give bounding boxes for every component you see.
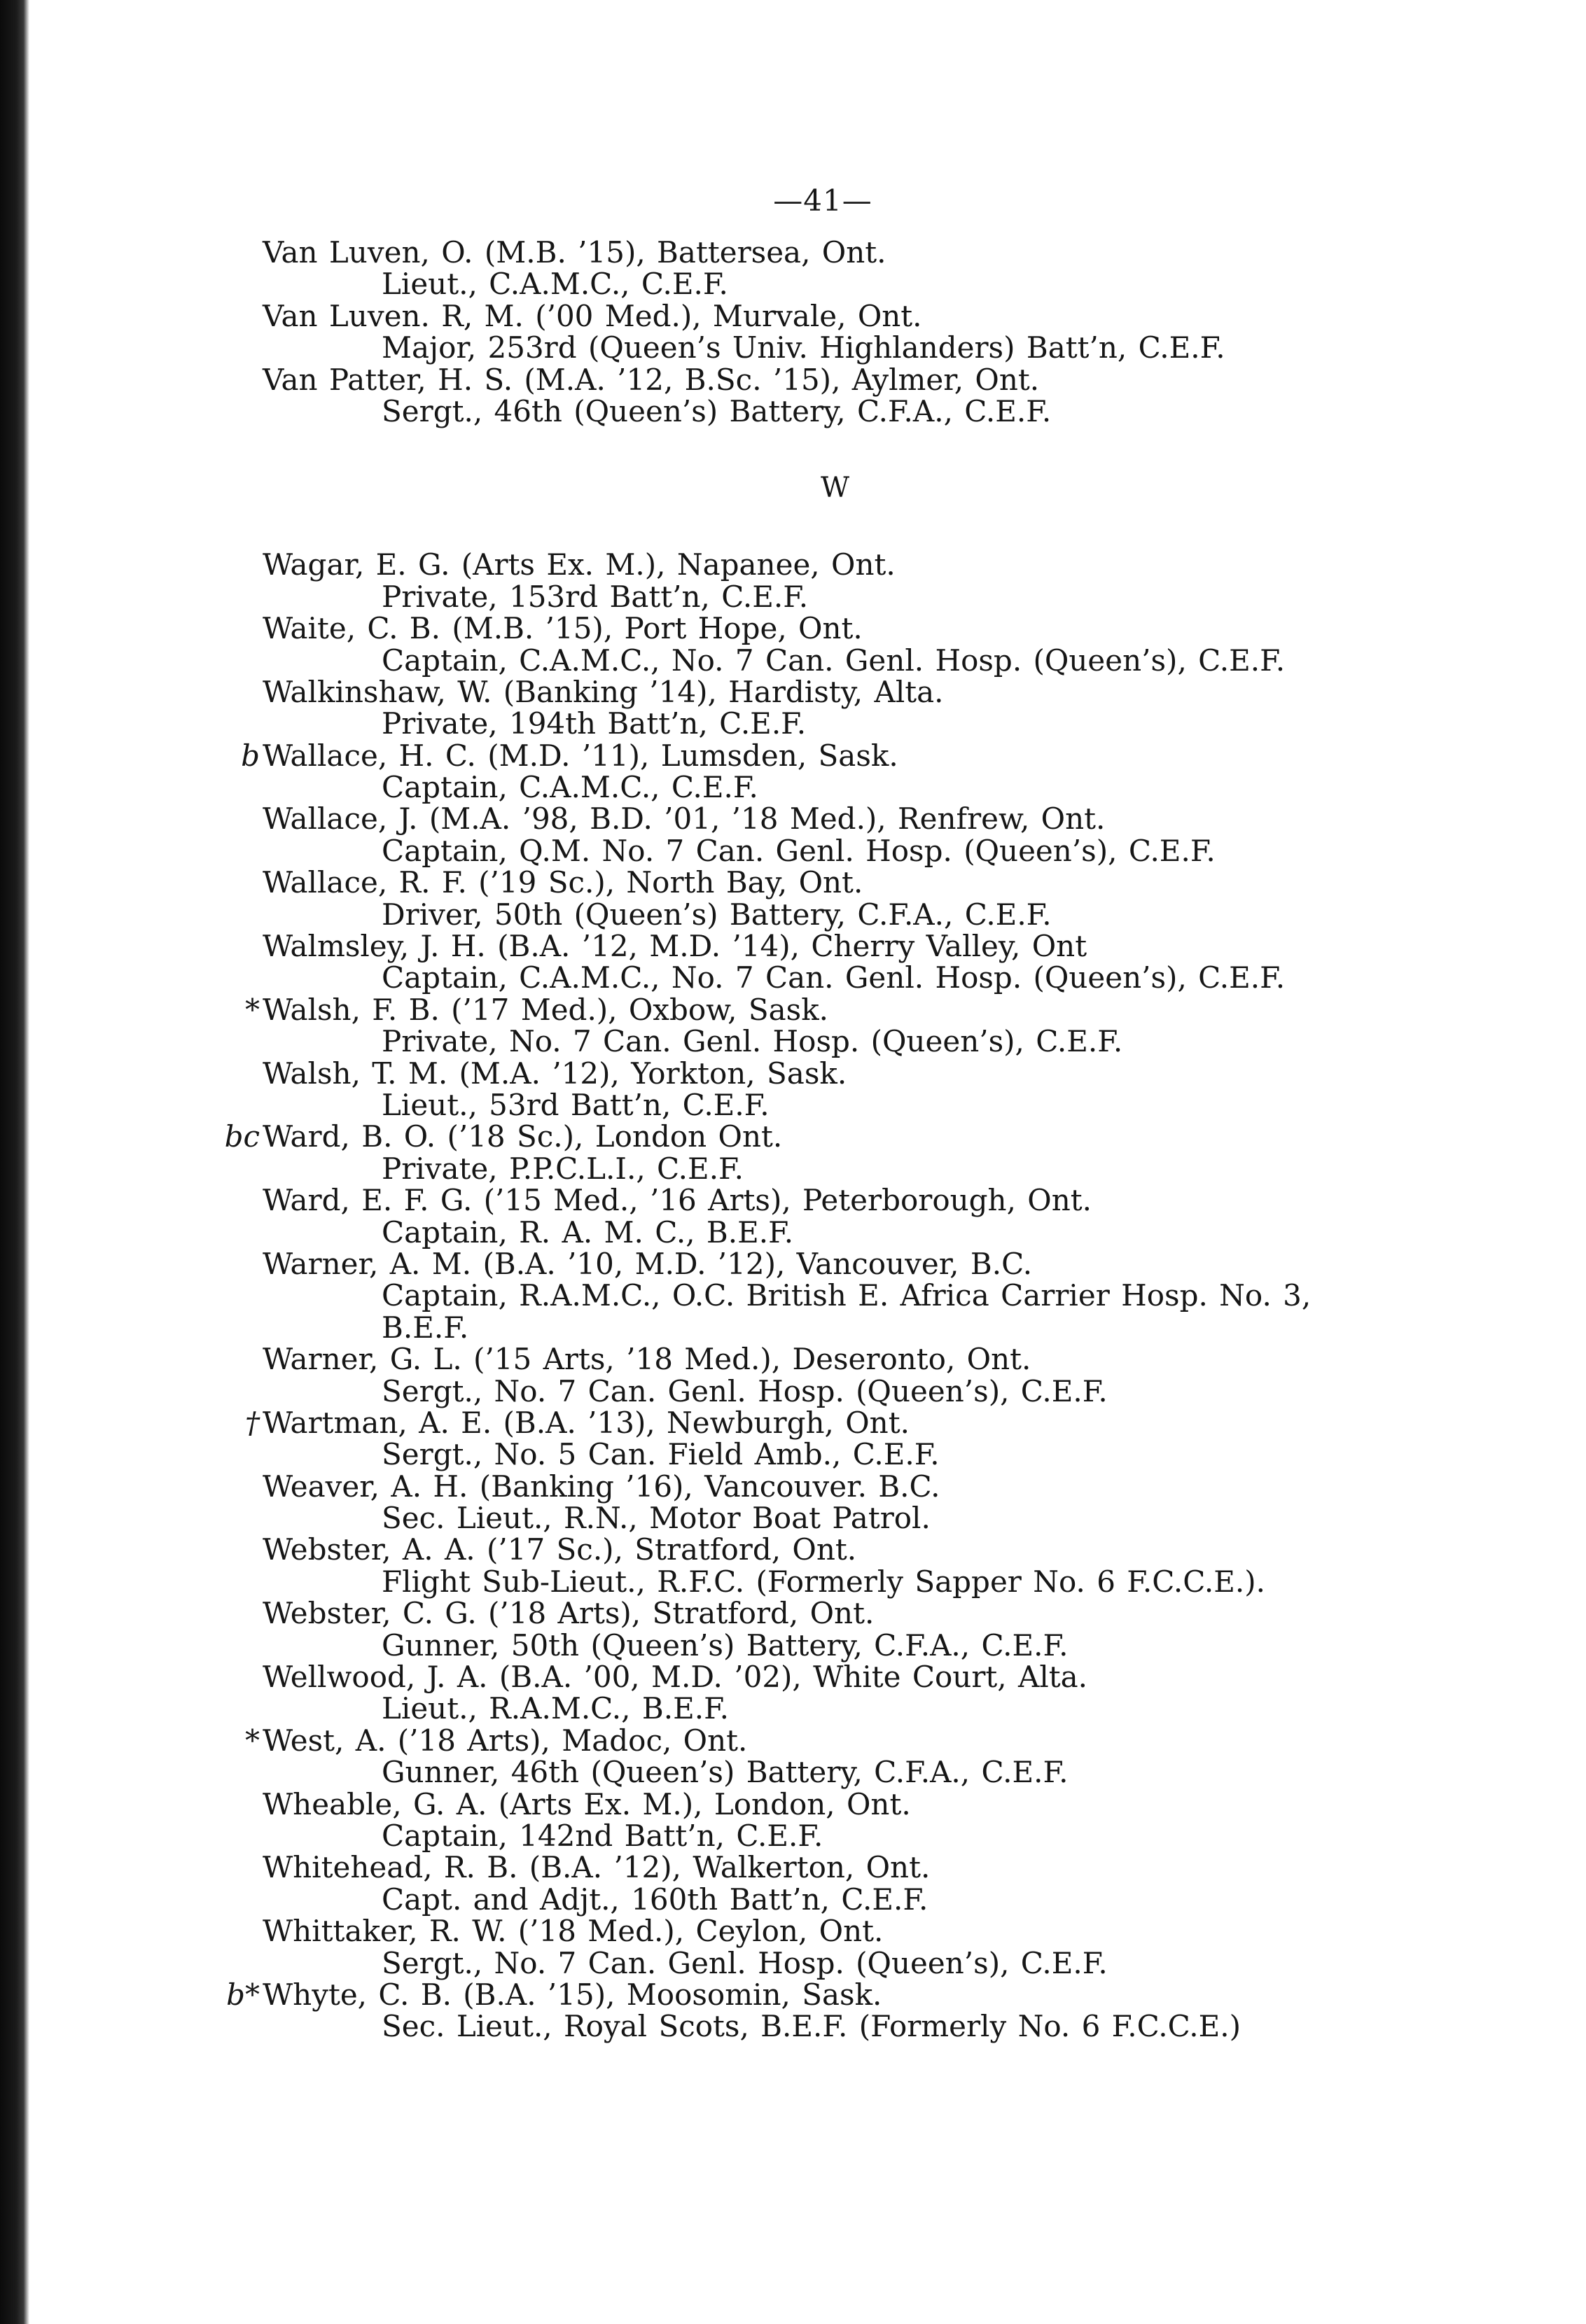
entry-name-line [0,1597,1586,1629]
entry-rank: Major, 253rd (Queen’s Univ. Highlanders) Batt’n, C.E.F. [382,330,1225,365]
entries-before-section [0,237,1586,427]
entry-name: Ward, B. O. (’18 Sc.), London Ont. [263,1119,783,1154]
entry-marker: bc [224,1119,260,1154]
entry-name-line [0,1184,1586,1216]
entry-name-wrap [263,1851,930,1883]
entry-name-wrap [263,930,1087,962]
entry-name-wrap [263,1343,1031,1375]
entry-name: Wallace, R. F. (’19 Sc.), North Bay, Ont. [263,865,863,900]
entry-name-wrap [245,1405,910,1440]
entry-name: Wellwood, J. A. (B.A. ’00, M.D. ’02), White Court, Alta. [263,1660,1088,1695]
entry-name-line [0,1121,1586,1152]
entry-name-wrap [263,1058,847,1089]
entry-rank: Lieut., C.A.M.C., C.E.F. [382,267,728,302]
entry-name: Wagar, E. G. (Arts Ex. M.), Napanee, Ont. [263,547,896,582]
entry-rank: Sergt., No. 5 Can. Field Amb., C.E.F. [382,1437,940,1472]
entry-name: Wallace, J. (M.A. ’98, B.D. ’01, ’18 Med.), Renfrew, Ont. [263,802,1106,836]
entry-name-line [0,803,1586,834]
entry-name-wrap [263,612,863,644]
entry-rank-continued: B.E.F. [382,1310,469,1345]
entry-marker: b [241,738,260,773]
entry-name-line [0,1058,1586,1089]
entry-name-line [0,930,1586,962]
entry-name: Walsh, F. B. (’17 Med.), Oxbow, Sask. [263,992,829,1027]
entry-name-wrap [263,1915,883,1947]
entry-name: Webster, A. A. (’17 Sc.), Stratford, Ont. [263,1532,857,1567]
entry-rank: Captain, C.A.M.C., No. 7 Can. Genl. Hosp. (Queen’s), C.E.F. [382,643,1286,678]
entry-name-line [0,1471,1586,1502]
entry-rank: Sergt., No. 7 Can. Genl. Hosp. (Queen’s), C.E.F. [382,1945,1108,1980]
entry-name-line [0,1979,1586,2010]
entry-name-line [0,1851,1586,1883]
entry-rank: Captain, R. A. M. C., B.E.F. [382,1214,794,1250]
entry-name-line [0,676,1586,708]
entry-rank: Private, No. 7 Can. Genl. Hosp. (Queen’s), C.E.F. [382,1024,1123,1059]
entry-name: Walkinshaw, W. (Banking ’14), Hardisty, Alta. [263,674,944,709]
entry-name-wrap [263,549,896,580]
entry-name-wrap [241,738,898,773]
entry-rank: Sergt., 46th (Queen’s) Battery, C.F.A., C.E.F. [382,393,1052,428]
entry-name-wrap [263,300,922,332]
entry-name-wrap [245,1723,748,1758]
entry-marker: † [245,1405,260,1440]
entry-name-line [0,549,1586,580]
entry-rank: Private, 194th Batt’n, C.E.F. [382,706,807,741]
entry-rank: Captain, Q.M. No. 7 Can. Genl. Hosp. (Queen’s), C.E.F. [382,833,1216,868]
entry-name-wrap [263,1471,940,1502]
section-letter: W [820,472,850,505]
entry-rank: Lieut., 53rd Batt’n, C.E.F. [382,1087,770,1122]
entry-name: Walsh, T. M. (M.A. ’12), Yorkton, Sask. [263,1056,847,1091]
entry-name: Ward, E. F. G. (’15 Med., ’16 Arts), Peterborough, Ont. [263,1183,1092,1218]
entry-name-line [0,1915,1586,1947]
entry-name: Wheable, G. A. (Arts Ex. M.), London, Ont. [263,1786,911,1821]
entry-rank: Driver, 50th (Queen’s) Battery, C.F.A., C.E.F. [382,897,1052,932]
entry-name-wrap [263,1534,856,1565]
entry-name-wrap [263,1597,874,1629]
entries-w-section [0,549,1586,2042]
entry-name-wrap [263,1248,1032,1280]
entry-name-wrap [263,676,944,708]
entry-name-line [0,1248,1586,1280]
entry-name: Whitehead, R. B. (B.A. ’12), Walkerton, Ont. [263,1850,931,1885]
entry-name-line [0,364,1586,396]
entry-name: Walmsley, J. H. (B.A. ’12, M.D. ’14), Cherry Valley, Ont [263,929,1087,964]
entry-name-line [0,1343,1586,1375]
entry-marker: b* [226,1977,260,2012]
entry-name: Van Patter, H. S. (M.A. ’12, B.Sc. ’15), Aylmer, Ont. [263,362,1040,397]
entry-rank: Gunner, 50th (Queen’s) Battery, C.F.A., C.E.F. [382,1628,1069,1662]
entry-name-wrap [263,1661,1087,1693]
entry-name: Warner, A. M. (B.A. ’10, M.D. ’12), Vancouver, B.C. [263,1246,1033,1281]
entry-name-line [0,1661,1586,1693]
entry-name-line [0,237,1586,268]
entry-name-wrap [263,364,1039,396]
entry-name-wrap [263,1184,1092,1216]
entry-name-line [0,1407,1586,1438]
roll-entries [0,237,1586,2043]
entry-marker: * [245,992,260,1027]
entry-marker: * [245,1723,260,1758]
page-number: —41— [773,183,872,218]
entry-rank: Capt. and Adjt., 160th Batt’n, C.E.F. [382,1882,928,1917]
entry-rank: Gunner, 46th (Queen’s) Battery, C.F.A., C.E.F. [382,1755,1069,1790]
entry-name-line [0,612,1586,644]
entry-name: Webster, C. G. (’18 Arts), Stratford, Ont. [263,1596,875,1631]
entry-name: Van Luven. R, M. (’00 Med.), Murvale, Ont. [263,298,922,333]
entry-name-wrap [263,237,886,268]
entry-name: Van Luven, O. (M.B. ’15), Battersea, Ont. [263,235,886,270]
entry-name-wrap [226,1977,882,2012]
entry-rank: Captain, 142nd Batt’n, C.E.F. [382,1818,823,1853]
entry-name-line [0,867,1586,898]
entry-name-line [0,1534,1586,1565]
entry-name-line [0,1725,1586,1756]
entry-rank: Sec. Lieut., Royal Scots, B.E.F. (Formerly No. 6 F.C.C.E.) [382,2009,1241,2044]
entry-rank: Sergt., No. 7 Can. Genl. Hosp. (Queen’s), C.E.F. [382,1373,1108,1408]
entry-name: Wartman, A. E. (B.A. ’13), Newburgh, Ont. [263,1405,910,1440]
entry-rank: Captain, C.A.M.C., C.E.F. [382,770,758,805]
entry-rank: Flight Sub-Lieut., R.F.C. (Formerly Sapper No. 6 F.C.C.E.). [382,1564,1265,1599]
entry-rank: Sec. Lieut., R.N., Motor Boat Patrol. [382,1501,931,1536]
entry-rank: Captain, R.A.M.C., O.C. British E. Africa Carrier Hosp. No. 3, [382,1278,1312,1313]
entry-name: Wallace, H. C. (M.D. ’11), Lumsden, Sask. [263,738,898,773]
entry-name: West, A. (’18 Arts), Madoc, Ont. [263,1723,748,1758]
entry-name: Whittaker, R. W. (’18 Med.), Ceylon, Ont. [263,1914,884,1949]
entry-name-wrap [224,1119,783,1154]
entry-name: Whyte, C. B. (B.A. ’15), Moosomin, Sask. [263,1977,882,2012]
entry-name: Warner, G. L. (’15 Arts, ’18 Med.), Deseronto, Ont. [263,1342,1031,1377]
entry-name-wrap [263,867,863,898]
entry-name-line [0,300,1586,332]
entry-rank: Lieut., R.A.M.C., B.E.F. [382,1691,730,1726]
entry-rank: Private, P.P.C.L.I., C.E.F. [382,1151,744,1186]
entry-name: Weaver, A. H. (Banking ’16), Vancouver. B.C. [263,1469,940,1504]
entry-rank: Private, 153rd Batt’n, C.E.F. [382,579,809,614]
entry-name-wrap [263,1788,911,1820]
entry-name-wrap [263,803,1105,834]
entry-rank: Captain, C.A.M.C., No. 7 Can. Genl. Hosp. (Queen’s), C.E.F. [382,960,1286,995]
entry-name-line [0,740,1586,771]
entry-name-wrap [245,992,829,1027]
entry-name-line [0,1788,1586,1820]
entry-name-line [0,994,1586,1026]
entry-name: Waite, C. B. (M.B. ’15), Port Hope, Ont. [263,611,863,646]
